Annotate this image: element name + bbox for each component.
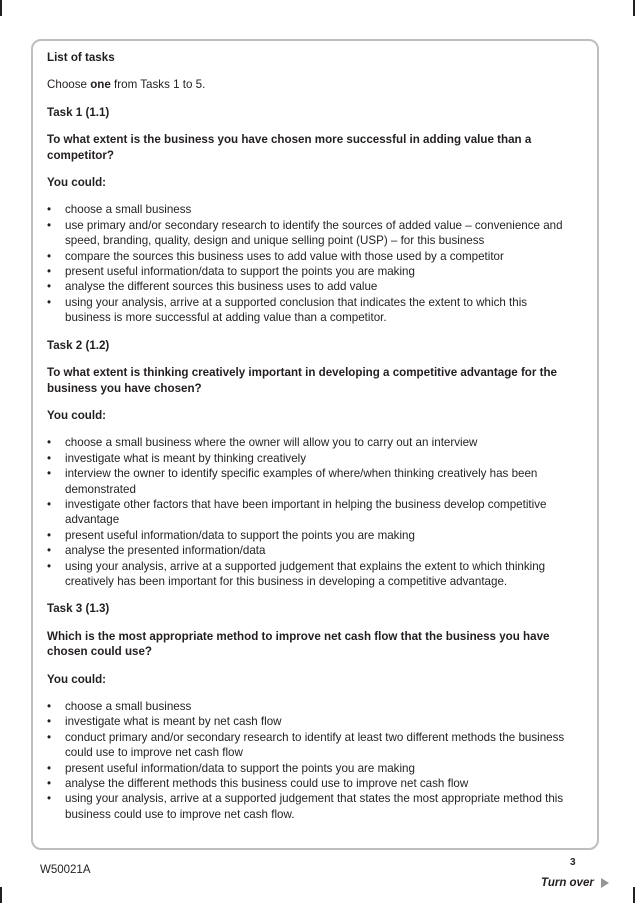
list-item: [47, 295, 572, 326]
bullet-list: [47, 699, 572, 822]
task-heading: Task 2 (1.2): [47, 338, 110, 352]
bullet-text: choose a small business: [65, 700, 192, 713]
you-could-label: You could:: [47, 176, 107, 190]
bullet-icon: •: [47, 265, 52, 279]
list-item: [47, 218, 572, 249]
bullet-text: analyse the presented information/data: [65, 544, 266, 558]
bullet-text: present useful information/data to support the points you are making: [65, 265, 415, 279]
bullet-icon: •: [47, 761, 52, 775]
list-item: [47, 776, 572, 791]
list-item: [47, 497, 572, 528]
arrow-right-icon: [601, 878, 609, 888]
bullet-text: present useful information/data to support the points you are making: [65, 528, 415, 542]
bullet-icon: •: [47, 218, 52, 232]
bullet-text: investigate what is meant by net cash flow: [65, 715, 282, 729]
crop-mark-bottom-right: [633, 887, 635, 903]
you-could-label: You could:: [47, 408, 107, 422]
task-section: [47, 338, 572, 590]
task-question: To what extent is thinking creatively important in developing a competitive advantage for the business you have chosen?: [47, 366, 558, 395]
bullet-list: [47, 202, 572, 325]
task-question: Which is the most appropriate method to improve net cash flow that the business you have chosen could use?: [47, 629, 550, 659]
bullet-icon: •: [47, 777, 52, 791]
bullet-text: choose a small business where the owner will allow you to carry out an interview: [65, 436, 478, 450]
bullet-text: analyse the different sources this business uses to add value: [65, 280, 378, 294]
list-item: [47, 714, 572, 729]
intro-emphasis: one: [90, 78, 111, 92]
bullet-text: use primary and/or secondary research to identify the sources of added value – convenience and speed, branding, quality, design and unique selling point (USP) – for this business: [65, 218, 563, 248]
intro-text: Choose one from Tasks 1 to 5.: [47, 78, 206, 92]
list-item: [47, 435, 572, 450]
paper-code: W50021A: [40, 864, 91, 876]
list-item: [47, 761, 572, 776]
bullet-icon: •: [47, 467, 52, 481]
list-item: [47, 466, 572, 497]
task-heading: Task 1 (1.1): [47, 105, 110, 119]
bullet-icon: •: [47, 792, 52, 806]
bullet-icon: •: [47, 203, 52, 217]
bullet-text: investigate what is meant by thinking creatively: [65, 451, 307, 465]
bullet-text: using your analysis, arrive at a supported judgement that states the most appropriate method this business could use to improve net cash flow.: [65, 792, 564, 821]
list-item: [47, 528, 572, 543]
task-section: [47, 105, 572, 326]
task-list: [47, 50, 572, 834]
bullet-icon: •: [47, 528, 52, 542]
turn-over: [541, 877, 609, 889]
list-item: [47, 543, 572, 558]
bullet-text: using your analysis, arrive at a supported judgement that explains the extent to which thinking creatively has been important for this business in developing a competitive advantage.: [65, 559, 546, 588]
bullet-icon: •: [47, 280, 52, 294]
bullet-icon: •: [47, 497, 52, 511]
bullet-icon: •: [47, 715, 52, 729]
crop-mark-top-right: [633, 0, 635, 16]
bullet-icon: •: [47, 451, 52, 465]
bullet-icon: •: [47, 559, 52, 573]
bullet-icon: •: [47, 730, 52, 744]
list-item: [47, 249, 572, 264]
turn-over-label: Turn over: [541, 877, 594, 889]
page-number: 3: [570, 857, 576, 868]
bullet-text: present useful information/data to support the points you are making: [65, 761, 415, 775]
task-heading: Task 3 (1.3): [47, 602, 110, 616]
list-item: [47, 559, 572, 590]
bullet-text: conduct primary and/or secondary research to identify at least two different methods the business could use to improve net cash flow: [65, 730, 565, 760]
bullet-icon: •: [47, 544, 52, 558]
task-question: To what extent is the business you have chosen more successful in adding value than a competitor?: [47, 133, 532, 162]
crop-mark-bottom-left: [0, 887, 2, 903]
list-item: [47, 202, 572, 217]
list-item: [47, 699, 572, 714]
bullet-text: investigate other factors that have been important in helping the business develop competitive advantage: [65, 497, 547, 527]
bullet-icon: •: [47, 295, 52, 309]
bullet-text: compare the sources this business uses to add value with those used by a competitor: [65, 249, 504, 263]
bullet-icon: •: [47, 249, 52, 263]
bullet-icon: •: [47, 436, 52, 450]
you-could-label: You could:: [47, 672, 107, 686]
list-item: [47, 264, 572, 279]
crop-mark-top-left: [0, 0, 2, 16]
list-title: List of tasks: [47, 51, 115, 64]
tasks-container: [47, 105, 572, 822]
task-section: [47, 601, 572, 822]
bullet-list: [47, 435, 572, 589]
bullet-icon: •: [47, 700, 52, 713]
list-item: [47, 279, 572, 294]
bullet-text: analyse the different methods this business could use to improve net cash flow: [65, 777, 469, 791]
list-item: [47, 451, 572, 466]
list-item: [47, 791, 572, 822]
bullet-text: choose a small business: [65, 203, 192, 217]
list-item: [47, 730, 572, 761]
bullet-text: using your analysis, arrive at a supported conclusion that indicates the extent to which this business is more successful at adding value than a competitor.: [65, 295, 528, 325]
bullet-text: interview the owner to identify specific examples of where/when thinking creatively has been demonstrated: [65, 467, 538, 496]
